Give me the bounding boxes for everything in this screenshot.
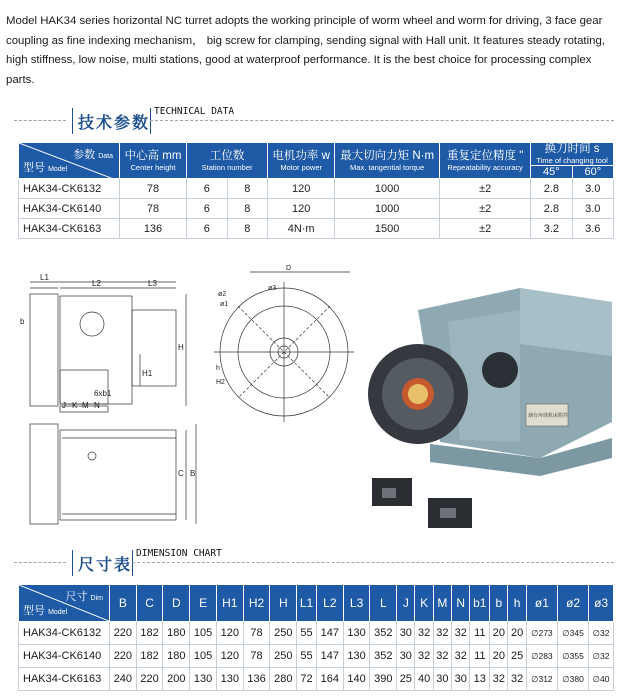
dim-header: C: [136, 585, 163, 622]
dim-cell: 120: [216, 622, 243, 645]
dim-cell: 390: [370, 668, 397, 691]
label-h2: H2: [216, 379, 225, 386]
dim-cell: 200: [163, 668, 190, 691]
dim-cell: 130: [190, 668, 217, 691]
dim-header: H2: [243, 585, 270, 622]
dim-cell: 352: [370, 645, 397, 668]
dim-cell: 220: [110, 622, 137, 645]
dim-cell: 180: [163, 622, 190, 645]
dim-cell: 32: [433, 645, 451, 668]
table-row: HAK34-CK6163 136 6 8 4N·m 1500 ±2 3.2 3.6: [19, 219, 614, 239]
label-key: 6xb1: [94, 389, 112, 398]
dimension-heading: [14, 548, 614, 578]
table-row: [19, 645, 614, 668]
dim-cell: 32: [490, 668, 508, 691]
dim-cell: 130: [343, 645, 370, 668]
technical-data-table: [18, 142, 614, 239]
label-c: C: [178, 469, 184, 478]
col-change-time: 换刀时间 s Time of changing tool: [531, 143, 614, 166]
dim-cell: 30: [397, 645, 415, 668]
dim-header: L3: [343, 585, 370, 622]
dimension-heading-cn: 尺寸表: [78, 557, 133, 574]
dimension-chart-table: [18, 584, 614, 691]
label-h1: H1: [142, 369, 153, 378]
dim-header: ø2: [557, 585, 588, 622]
dim-header: E: [190, 585, 217, 622]
dim-cell: 240: [110, 668, 137, 691]
dim-cell: 105: [190, 622, 217, 645]
dim-cell: 220: [110, 645, 137, 668]
dim-cell: 147: [316, 622, 343, 645]
dim-header: h: [508, 585, 526, 622]
dim-header: L2: [316, 585, 343, 622]
dim-cell: 72: [297, 668, 317, 691]
dim-cell: 78: [243, 645, 270, 668]
label-m: M: [82, 401, 89, 410]
label-n: N: [94, 401, 100, 410]
table-row: [19, 622, 614, 645]
col-45deg: 45°: [531, 166, 572, 179]
dim-header: L1: [297, 585, 317, 622]
dim-cell: 20: [508, 622, 526, 645]
dim-cell: 32: [508, 668, 526, 691]
dim-cell: 78: [243, 622, 270, 645]
front-view-drawing: [214, 272, 354, 422]
dim-cell: 220: [136, 668, 163, 691]
dim-cell: ∅345: [557, 622, 588, 645]
dim-cell: ∅380: [557, 668, 588, 691]
dim-header: H: [270, 585, 297, 622]
dim-cell: ∅355: [557, 645, 588, 668]
dim-cell: 20: [490, 622, 508, 645]
dim-header: ø1: [526, 585, 557, 622]
dim-header: b1: [470, 585, 490, 622]
dim-cell: 13: [470, 668, 490, 691]
label-j: J: [62, 401, 66, 410]
technical-drawings: [0, 262, 628, 540]
col-60deg: 60°: [572, 166, 613, 179]
dim-cell: 32: [452, 622, 470, 645]
dim-header: J: [397, 585, 415, 622]
dim-header: D: [163, 585, 190, 622]
dim-cell: 40: [415, 668, 433, 691]
dim-cell: 30: [397, 622, 415, 645]
label-l3: L3: [148, 279, 157, 288]
dim-cell: 250: [270, 645, 297, 668]
dim-cell: 32: [415, 645, 433, 668]
dim-cell: 55: [297, 645, 317, 668]
label-b: b: [20, 317, 25, 326]
dim-cell: ∅312: [526, 668, 557, 691]
dim-cell: 25: [508, 645, 526, 668]
label-k: K: [72, 401, 78, 410]
turret-product-image: [368, 288, 612, 528]
dim-cell: 30: [452, 668, 470, 691]
label-b-cap: B: [190, 469, 196, 478]
dim-cell: 11: [470, 622, 490, 645]
dim-cell: 55: [297, 622, 317, 645]
dim-cell: 32: [415, 622, 433, 645]
dim-cell: 25: [397, 668, 415, 691]
dim-header: N: [452, 585, 470, 622]
dim-cell: 250: [270, 622, 297, 645]
col-repeatability: 重复定位精度 " Repeatability accuracy: [440, 143, 531, 179]
dim-header: b: [490, 585, 508, 622]
dim-header: L: [370, 585, 397, 622]
dim-cell: ∅32: [589, 645, 614, 668]
dim-cell: 120: [216, 645, 243, 668]
dim-cell: 182: [136, 622, 163, 645]
model-cell: HAK34-CK6140: [19, 645, 110, 668]
technical-heading-en: TECHNICAL DATA: [154, 106, 235, 117]
dim-header: M: [433, 585, 451, 622]
label-phi1: ø1: [220, 301, 229, 308]
nameplate-text: 烟台环球机床附件: [528, 413, 569, 419]
dim-cell: 20: [490, 645, 508, 668]
label-l2: L2: [92, 279, 101, 288]
table-row: HAK34-CK6132 78 6 8 120 1000 ±2 2.8 3.0: [19, 179, 614, 199]
label-h-small: h: [216, 365, 220, 372]
col-center-height: 中心高 mm Center height: [120, 143, 187, 179]
dim-cell: 280: [270, 668, 297, 691]
table-row: [19, 668, 614, 691]
dim-header: B: [110, 585, 137, 622]
dim-cell: 147: [316, 645, 343, 668]
dim-header: K: [415, 585, 433, 622]
label-l1: L1: [40, 273, 49, 282]
dim-cell: 136: [243, 668, 270, 691]
col-station-number: 工位数 Station number: [187, 143, 268, 179]
label-phi3: ø3: [268, 285, 277, 292]
label-d: D: [286, 265, 292, 272]
dim-cell: 182: [136, 645, 163, 668]
col-max-torque: 最大切向力矩 N·m Max. tangential torque: [335, 143, 440, 179]
dimension-heading-en: DIMENSION CHART: [136, 548, 222, 559]
dim-cell: 164: [316, 668, 343, 691]
dim-cell: 11: [470, 645, 490, 668]
dim-cell: ∅273: [526, 622, 557, 645]
dim-cell: ∅32: [589, 622, 614, 645]
dim-cell: 30: [433, 668, 451, 691]
model-cell: HAK34-CK6132: [19, 622, 110, 645]
dim-cell: ∅40: [589, 668, 614, 691]
dim-cell: 130: [343, 622, 370, 645]
dim-cell: ∅283: [526, 645, 557, 668]
label-phi2: ø2: [218, 291, 227, 298]
dim-cell: 352: [370, 622, 397, 645]
technical-heading: [14, 106, 614, 136]
col-motor-power: 电机功率 w Motor power: [268, 143, 335, 179]
table-row: HAK34-CK6140 78 6 8 120 1000 ±2 2.8 3.0: [19, 199, 614, 219]
dim-header: ø3: [589, 585, 614, 622]
dim-cell: 32: [452, 645, 470, 668]
intro-paragraph: Model HAK34 series horizontal NC turret adopts the working principle of worm wheel and worm for driving, 3 face gear coupling as fine indexing mechanism， big screw for clamping, sending signal with Hall unit. It features steady rotating, high stiffness, low noise, multi stations, good at waterproof performance. It is the best choice for processing complex parts.: [6, 15, 605, 86]
model-cell: HAK34-CK6163: [19, 668, 110, 691]
dim-cell: 32: [433, 622, 451, 645]
corner-header: 尺寸 Dim 型号 Model: [19, 585, 110, 622]
corner-header: 参数 Data 型号 Model: [19, 143, 120, 179]
dim-cell: 130: [216, 668, 243, 691]
label-h: H: [178, 343, 184, 352]
dim-cell: 105: [190, 645, 217, 668]
dim-header: H1: [216, 585, 243, 622]
dim-cell: 180: [163, 645, 190, 668]
technical-heading-cn: 技术参数: [78, 115, 151, 132]
side-view-drawing: [30, 282, 196, 524]
dim-cell: 140: [343, 668, 370, 691]
